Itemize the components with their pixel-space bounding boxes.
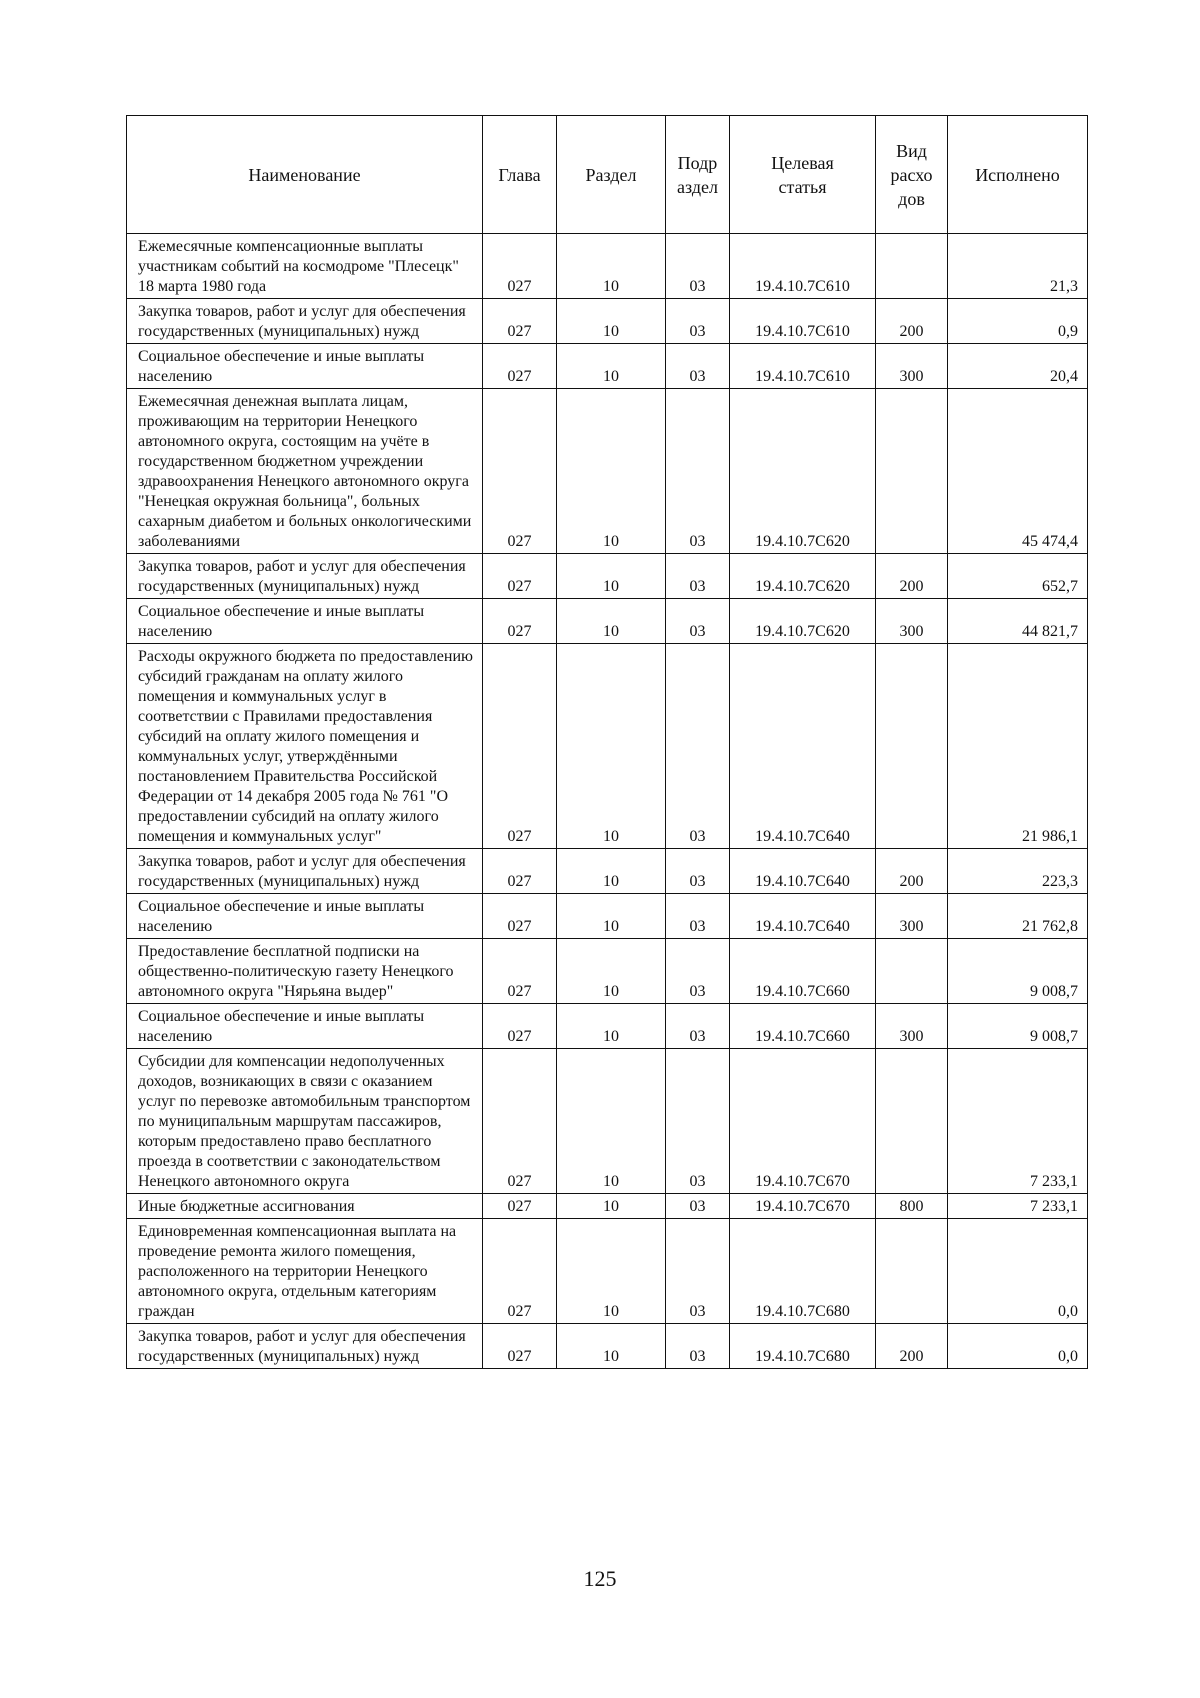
row-section: 10 xyxy=(557,344,666,389)
row-subsection: 03 xyxy=(666,1194,730,1219)
row-type xyxy=(876,389,948,554)
table-row xyxy=(127,554,1088,599)
row-type: 200 xyxy=(876,554,948,599)
table-header-row xyxy=(127,116,1088,234)
row-subsection: 03 xyxy=(666,1049,730,1194)
row-name: Субсидии для компенсации недополученных доходов, возникающих в связи с оказанием услуг по перевозке автомобильным транспортом по муниципальным маршрутам пассажиров, которым предоставлено право бесплатного проезда в соответствии с законодательством Ненецкого автономного округа xyxy=(127,1049,483,1194)
col-header-section: Раздел xyxy=(557,116,666,234)
table-row xyxy=(127,939,1088,1004)
row-type xyxy=(876,644,948,849)
row-chapter: 027 xyxy=(483,849,557,894)
row-section: 10 xyxy=(557,554,666,599)
row-chapter: 027 xyxy=(483,599,557,644)
row-subsection: 03 xyxy=(666,939,730,1004)
row-name: Социальное обеспечение и иные выплаты населению xyxy=(127,894,483,939)
row-name: Единовременная компенсационная выплата на проведение ремонта жилого помещения, расположенного на территории Ненецкого автономного округа, отдельным категориям граждан xyxy=(127,1219,483,1324)
row-section: 10 xyxy=(557,1004,666,1049)
row-chapter: 027 xyxy=(483,939,557,1004)
row-executed: 21 986,1 xyxy=(948,644,1088,849)
row-section: 10 xyxy=(557,849,666,894)
row-target: 19.4.10.7С660 xyxy=(730,1004,876,1049)
row-section: 10 xyxy=(557,939,666,1004)
row-section: 10 xyxy=(557,644,666,849)
row-target: 19.4.10.7С610 xyxy=(730,299,876,344)
row-target: 19.4.10.7С670 xyxy=(730,1194,876,1219)
row-section: 10 xyxy=(557,1049,666,1194)
row-section: 10 xyxy=(557,234,666,299)
row-name: Закупка товаров, работ и услуг для обеспечения государственных (муниципальных) нужд xyxy=(127,849,483,894)
row-executed: 0,0 xyxy=(948,1324,1088,1369)
row-chapter: 027 xyxy=(483,344,557,389)
row-chapter: 027 xyxy=(483,644,557,849)
col-header-target: Целевая статья xyxy=(730,116,876,234)
row-name: Ежемесячная денежная выплата лицам, проживающим на территории Ненецкого автономного округа, состоящим на учёте в государственном бюджетном учреждении здравоохранения Ненецкого автономного округа "Ненецкая окружная больница", больных сахарным диабетом и больных онкологическими заболеваниями xyxy=(127,389,483,554)
row-target: 19.4.10.7С640 xyxy=(730,894,876,939)
row-executed: 20,4 xyxy=(948,344,1088,389)
table-row xyxy=(127,1049,1088,1194)
page-number: 125 xyxy=(583,1566,617,1591)
row-subsection: 03 xyxy=(666,234,730,299)
row-target: 19.4.10.7С610 xyxy=(730,344,876,389)
col-header-subsection: Подр аздел xyxy=(666,116,730,234)
row-subsection: 03 xyxy=(666,1004,730,1049)
col-header-name: Наименование xyxy=(127,116,483,234)
row-section: 10 xyxy=(557,1194,666,1219)
row-chapter: 027 xyxy=(483,1194,557,1219)
row-executed: 45 474,4 xyxy=(948,389,1088,554)
row-type: 200 xyxy=(876,849,948,894)
row-section: 10 xyxy=(557,894,666,939)
row-type: 300 xyxy=(876,344,948,389)
row-executed: 652,7 xyxy=(948,554,1088,599)
row-type: 300 xyxy=(876,599,948,644)
row-target: 19.4.10.7С610 xyxy=(730,234,876,299)
row-section: 10 xyxy=(557,389,666,554)
row-subsection: 03 xyxy=(666,849,730,894)
row-type: 300 xyxy=(876,894,948,939)
row-executed: 7 233,1 xyxy=(948,1194,1088,1219)
row-type: 300 xyxy=(876,1004,948,1049)
row-name: Социальное обеспечение и иные выплаты населению xyxy=(127,1004,483,1049)
row-subsection: 03 xyxy=(666,344,730,389)
row-target: 19.4.10.7С670 xyxy=(730,1049,876,1194)
row-subsection: 03 xyxy=(666,599,730,644)
row-name: Социальное обеспечение и иные выплаты населению xyxy=(127,344,483,389)
row-name: Закупка товаров, работ и услуг для обеспечения государственных (муниципальных) нужд xyxy=(127,554,483,599)
row-executed: 21 762,8 xyxy=(948,894,1088,939)
row-type: 200 xyxy=(876,1324,948,1369)
row-target: 19.4.10.7С680 xyxy=(730,1219,876,1324)
row-executed: 7 233,1 xyxy=(948,1049,1088,1194)
row-section: 10 xyxy=(557,599,666,644)
row-subsection: 03 xyxy=(666,894,730,939)
row-executed: 9 008,7 xyxy=(948,939,1088,1004)
row-chapter: 027 xyxy=(483,1049,557,1194)
col-header-executed: Исполнено xyxy=(948,116,1088,234)
row-target: 19.4.10.7С640 xyxy=(730,849,876,894)
row-type xyxy=(876,939,948,1004)
row-subsection: 03 xyxy=(666,299,730,344)
table-row xyxy=(127,1324,1088,1369)
row-chapter: 027 xyxy=(483,1324,557,1369)
row-target: 19.4.10.7С620 xyxy=(730,554,876,599)
row-type xyxy=(876,1049,948,1194)
row-name: Закупка товаров, работ и услуг для обеспечения государственных (муниципальных) нужд xyxy=(127,299,483,344)
row-chapter: 027 xyxy=(483,1219,557,1324)
table-row xyxy=(127,234,1088,299)
row-target: 19.4.10.7С660 xyxy=(730,939,876,1004)
row-section: 10 xyxy=(557,1324,666,1369)
table-row xyxy=(127,1194,1088,1219)
table-row xyxy=(127,849,1088,894)
table-row xyxy=(127,1219,1088,1324)
row-chapter: 027 xyxy=(483,234,557,299)
row-chapter: 027 xyxy=(483,299,557,344)
row-executed: 44 821,7 xyxy=(948,599,1088,644)
row-name: Предоставление бесплатной подписки на общественно-политическую газету Ненецкого автономного округа "Нярьяна выдер" xyxy=(127,939,483,1004)
row-executed: 223,3 xyxy=(948,849,1088,894)
table-row xyxy=(127,299,1088,344)
row-executed: 9 008,7 xyxy=(948,1004,1088,1049)
row-target: 19.4.10.7С640 xyxy=(730,644,876,849)
col-header-chapter: Глава xyxy=(483,116,557,234)
row-chapter: 027 xyxy=(483,1004,557,1049)
table-row xyxy=(127,1004,1088,1049)
row-target: 19.4.10.7С620 xyxy=(730,389,876,554)
row-chapter: 027 xyxy=(483,554,557,599)
row-type xyxy=(876,234,948,299)
row-section: 10 xyxy=(557,1219,666,1324)
row-chapter: 027 xyxy=(483,894,557,939)
col-header-type: Вид расхо дов xyxy=(876,116,948,234)
row-executed: 0,9 xyxy=(948,299,1088,344)
row-target: 19.4.10.7С680 xyxy=(730,1324,876,1369)
table-row xyxy=(127,344,1088,389)
row-executed: 21,3 xyxy=(948,234,1088,299)
row-subsection: 03 xyxy=(666,1324,730,1369)
budget-table xyxy=(126,115,1088,1369)
row-name: Социальное обеспечение и иные выплаты населению xyxy=(127,599,483,644)
row-subsection: 03 xyxy=(666,389,730,554)
row-target: 19.4.10.7С620 xyxy=(730,599,876,644)
row-type xyxy=(876,1219,948,1324)
row-subsection: 03 xyxy=(666,644,730,849)
row-name: Закупка товаров, работ и услуг для обеспечения государственных (муниципальных) нужд xyxy=(127,1324,483,1369)
row-subsection: 03 xyxy=(666,1219,730,1324)
row-chapter: 027 xyxy=(483,389,557,554)
row-name: Расходы окружного бюджета по предоставлению субсидий гражданам на оплату жилого помещения и коммунальных услуг в соответствии с Правилами предоставления субсидий на оплату жилого помещения и коммунальных услуг, утверждёнными постановлением Правительства Российской Федерации от 14 декабря 2005 года № 761 "О предоставлении субсидий на оплату жилого помещения и коммунальных услуг" xyxy=(127,644,483,849)
table-row xyxy=(127,599,1088,644)
row-type: 800 xyxy=(876,1194,948,1219)
row-type: 200 xyxy=(876,299,948,344)
row-name: Иные бюджетные ассигнования xyxy=(127,1194,483,1219)
row-name: Ежемесячные компенсационные выплаты участникам событий на космодроме "Плесецк" 18 марта 1980 года xyxy=(127,234,483,299)
table-row xyxy=(127,389,1088,554)
row-subsection: 03 xyxy=(666,554,730,599)
row-executed: 0,0 xyxy=(948,1219,1088,1324)
table-row xyxy=(127,894,1088,939)
row-section: 10 xyxy=(557,299,666,344)
table-row xyxy=(127,644,1088,849)
